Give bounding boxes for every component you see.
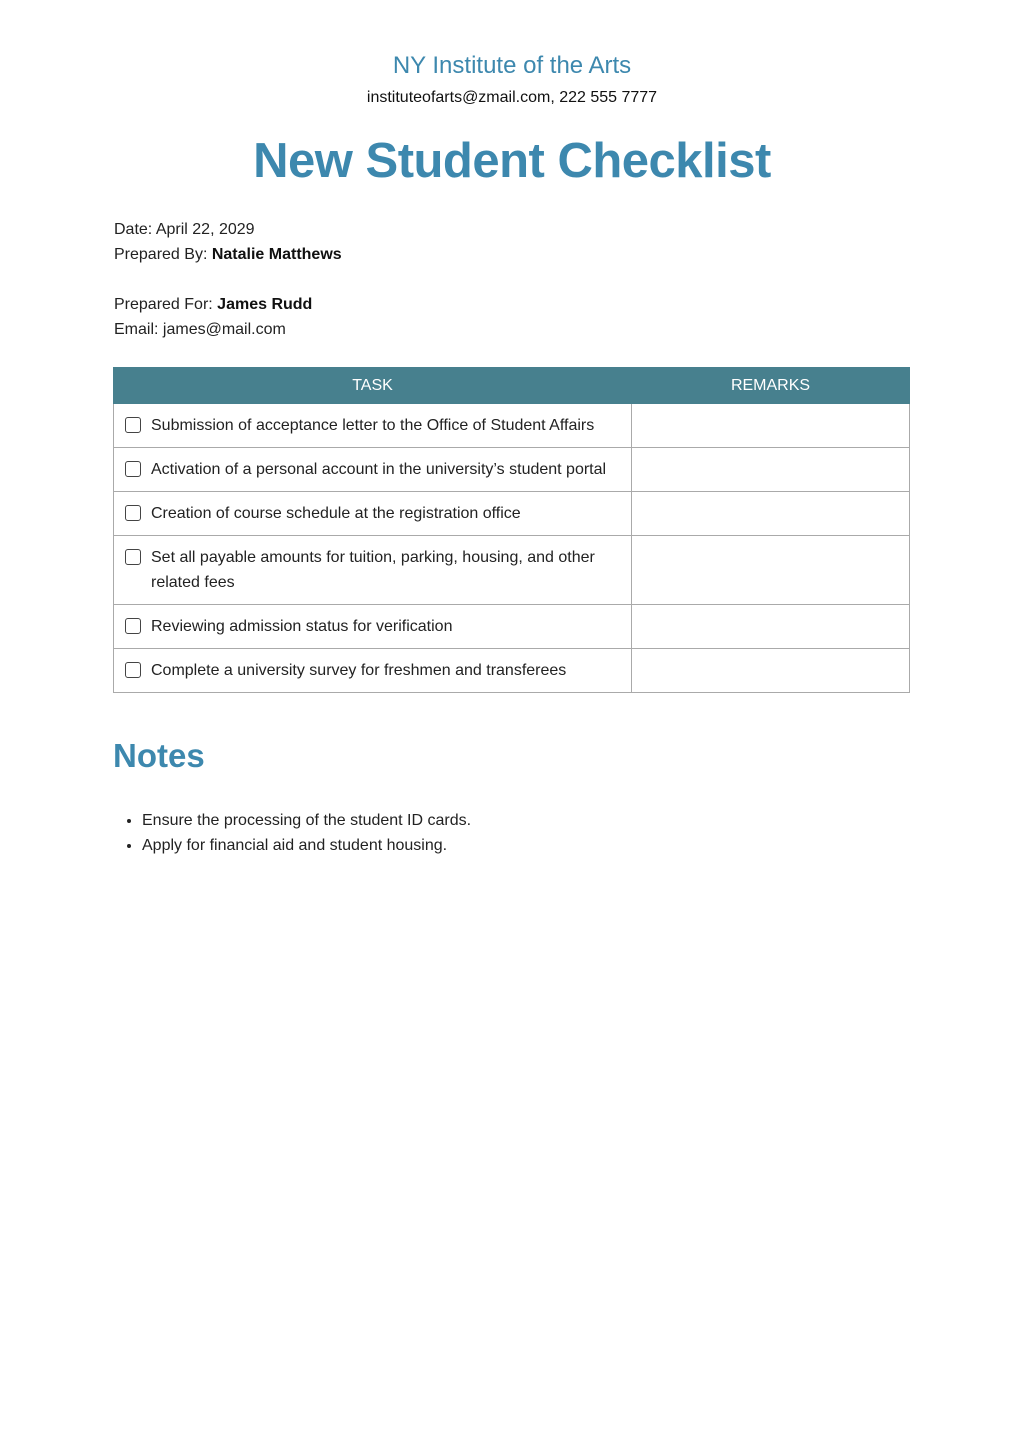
- remarks-cell[interactable]: [632, 536, 910, 605]
- table-row: [114, 404, 910, 448]
- column-header-task: TASK: [114, 368, 632, 404]
- remarks-cell[interactable]: [632, 448, 910, 492]
- task-text: Creation of course schedule at the registration office: [151, 505, 521, 522]
- table-row: [114, 448, 910, 492]
- task-cell: [114, 448, 632, 492]
- prepared-for-label: Prepared For:: [114, 296, 213, 313]
- task-checkbox[interactable]: [125, 549, 141, 565]
- remarks-cell[interactable]: [632, 404, 910, 448]
- task-text: Set all payable amounts for tuition, parking, housing, and other related fees: [151, 549, 595, 591]
- task-cell: [114, 404, 632, 448]
- task-checkbox[interactable]: [125, 461, 141, 477]
- date-line: [114, 217, 255, 242]
- organization-contact: instituteofarts@zmail.com, 222 555 7777: [366, 89, 658, 106]
- checklist-table: [113, 367, 910, 693]
- task-checkbox[interactable]: [125, 505, 141, 521]
- page-title: New Student Checklist: [253, 134, 771, 188]
- task-cell: [114, 649, 632, 693]
- notes-list: [114, 808, 471, 858]
- task-checkbox[interactable]: [125, 618, 141, 634]
- prepared-by-line: [114, 242, 342, 267]
- table-row: [114, 605, 910, 649]
- column-header-remarks: REMARKS: [632, 368, 910, 404]
- task-text: Activation of a personal account in the university’s student portal: [151, 461, 607, 478]
- table-row: [114, 492, 910, 536]
- remarks-cell[interactable]: [632, 649, 910, 693]
- task-checkbox[interactable]: [125, 662, 141, 678]
- email-line: [114, 317, 286, 342]
- prepared-by-value: Natalie Matthews: [211, 246, 342, 263]
- email-label: Email:: [114, 321, 159, 338]
- organization-name: NY Institute of the Arts: [392, 52, 632, 79]
- note-item: • Apply for financial aid and student housing.: [142, 833, 471, 858]
- table-row: [114, 536, 910, 605]
- date-value: April 22, 2029: [155, 221, 255, 238]
- task-text: Reviewing admission status for verification: [151, 618, 453, 635]
- remarks-cell[interactable]: [632, 492, 910, 536]
- note-item: • Ensure the processing of the student ID cards.: [142, 808, 471, 833]
- prepared-for-value: James Rudd: [217, 296, 313, 313]
- notes-heading: Notes: [113, 737, 205, 774]
- task-text: Complete a university survey for freshmen and transferees: [151, 662, 567, 679]
- task-cell: [114, 492, 632, 536]
- task-checkbox[interactable]: [125, 417, 141, 433]
- prepared-for-line: [114, 292, 312, 317]
- task-text: Submission of acceptance letter to the Office of Student Affairs: [151, 417, 595, 434]
- email-value: james@mail.com: [162, 321, 286, 338]
- prepared-by-label: Prepared By:: [114, 246, 208, 263]
- table-row: [114, 649, 910, 693]
- remarks-cell[interactable]: [632, 605, 910, 649]
- date-label: Date:: [114, 221, 153, 238]
- task-cell: [114, 536, 632, 605]
- task-cell: [114, 605, 632, 649]
